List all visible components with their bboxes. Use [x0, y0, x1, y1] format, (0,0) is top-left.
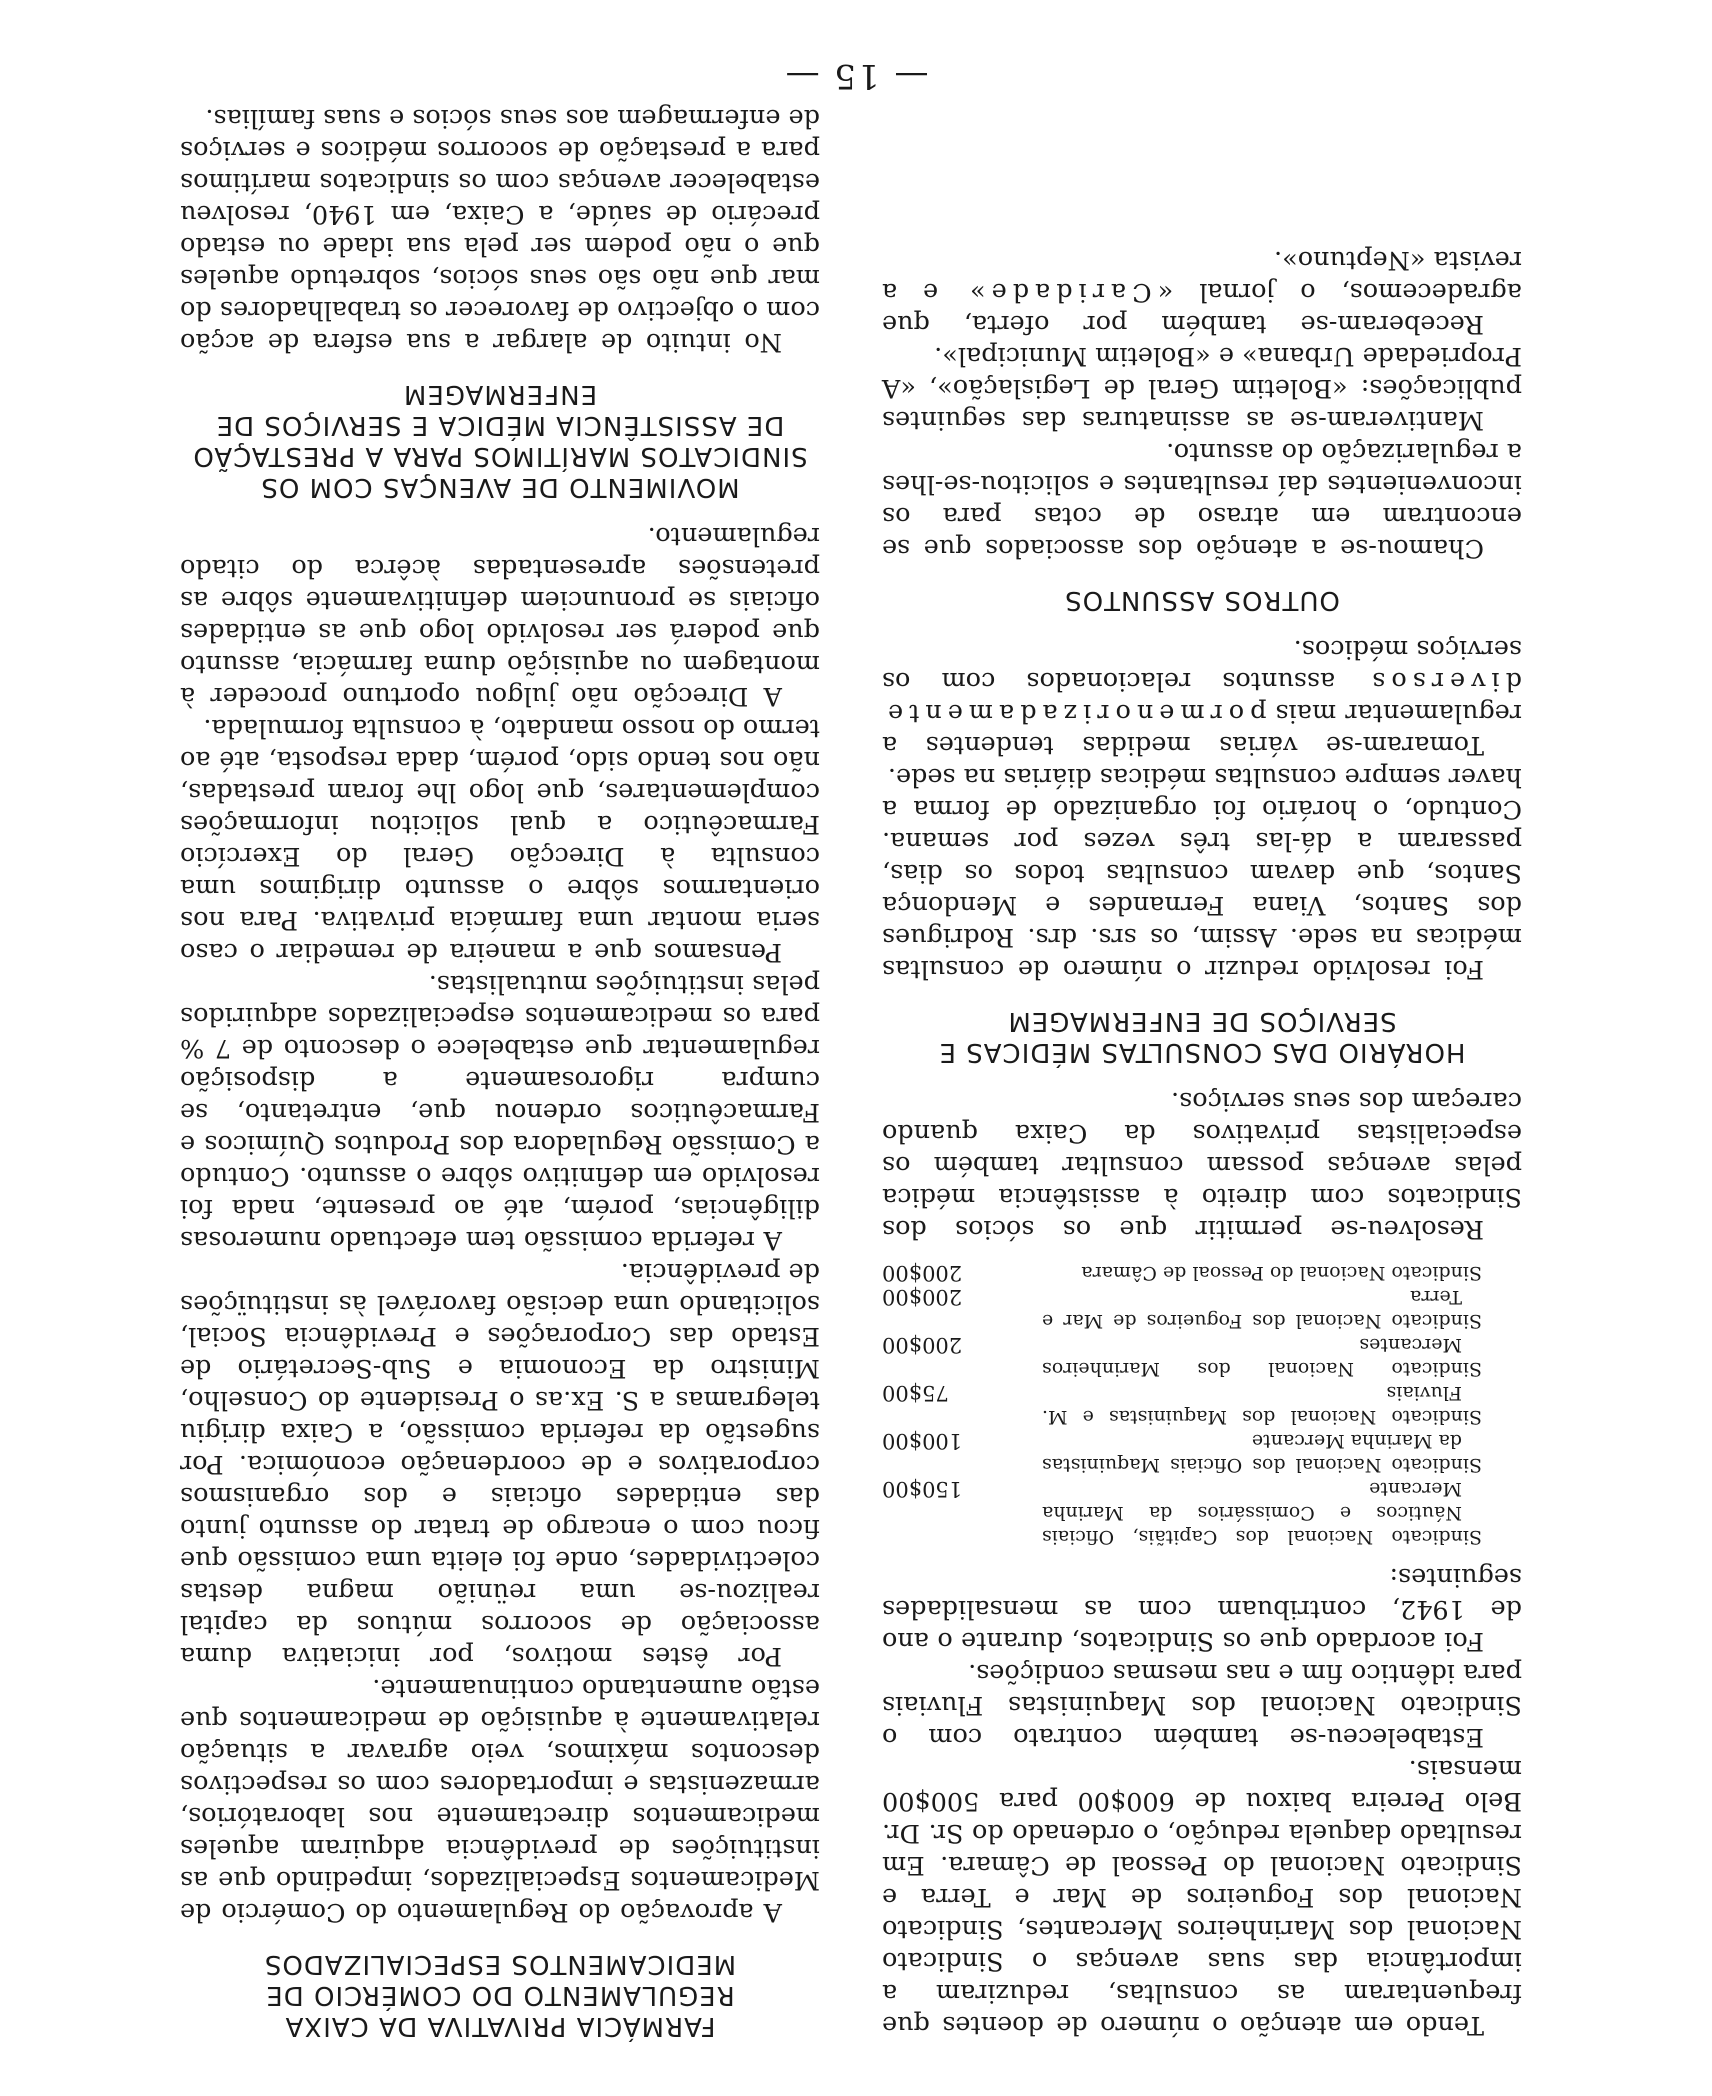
syndicate-name: Sindicato Nacional do Pessoal de Câmara [1081, 1262, 1482, 1284]
syndicate-amount: 200$00 [882, 1261, 963, 1285]
paragraph: Foi acordado que os Sindicatos, durante o ano de 1942, contribuam com as mensalidades seguintes: [882, 1562, 1522, 1656]
text-run: assuntos relacionados com os serviços médicos. [881, 634, 1522, 696]
paragraph: Resolveu-se permitir que os sócios dos Sindicatos com direito à assistência médica pelas avenças possam consultar também os especialistas privativos da Caixa quando careçam dos seus serviços. [882, 1086, 1522, 1244]
syndicate-name: Sindicato Nacional dos Maquinistas e M. Fluviais [1042, 1382, 1482, 1428]
table-row [882, 1429, 1522, 1477]
paragraph: A referida comissão tem efectuado numerosas diligências, porém, até ao presente, nada foi resolvido em definitivo sôbre o assunto. Contudo a Comissão Reguladora dos Produtos Químicos e Farmacêuticos ordenou que, entretanto, se cumpra rigorosamente a disposição regulamentar que estabelece o desconto de 7 % para os medicamentos especializados adquiridos pelas instituições mutualistas. [180, 969, 820, 1255]
paragraph: Foi resolvido reduzir o número de consultas médicas na sede. Assim, os srs. drs. Rodrigues dos Santos, Viana Fernandes e Mendonça Santos, que davam consultas todos os dias, passaram a dá-las três vezes por semana. Contudo, o horário foi organizado de forma a haver sempre consultas médicas diárias na sede. [882, 762, 1522, 984]
syndicate-amount: 200$00 [882, 1285, 963, 1309]
left-column [882, 244, 1522, 2041]
right-column [180, 102, 820, 2041]
syndicate-amount: 200$00 [882, 1333, 963, 1357]
text-run-spaced: «Caridade» [964, 277, 1174, 307]
syndicate-amount: 150$00 [882, 1477, 963, 1501]
text-run-spaced: pormenorizadamente diversos [882, 666, 1522, 728]
paragraph [882, 633, 1522, 761]
table-row [882, 1381, 1522, 1429]
syndicate-name: Sindicato Nacional dos Marinheiros Mercantes [1042, 1334, 1482, 1380]
table-row [882, 1477, 1522, 1549]
paragraph: Chamou-se a atenção dos associados que se encontram em atraso de cotas para os inconvenientes daí resultantes e solicitou-se-lhes a regularização do assunto. [882, 437, 1522, 563]
section-heading: MOVIMENTO DE AVENÇAS COM OS SINDICATOS MARÍTIMOS PARA A PRESTAÇÃO DE ASSISTÊNCIA MÉDICA E SERVIÇOS DE ENFERMAGEM [192, 379, 808, 502]
paragraph: Por êstes motivos, por iniciativa duma associação de socorros mútuos da capital realizou-se uma reünião magna destas colectividades, onde foi eleita uma comissão que ficou com o encargo de tratar do assunto junto das entidades oficiais e dos organismos corporativos e de coordenação económica. Por sugestão da referida comissão, a Caixa dirigiu telegramas a S. Ex.as o Presidente do Conselho, Ministro da Economia e Sub-Secretário de Estado das Corporações e Previdência Social, solicitando uma decisão favorável às instituïções de previdência. [180, 1257, 820, 1671]
page-number: — 15 — [783, 56, 929, 96]
paragraph: A Direcção não julgou oportuno proceder à montagem ou aquisição duma farmácia, assunto que poderá ser resolvido logo que as entidades oficiais se pronunciem definitivamente sôbre as pretensões apresentadas àcêrca do citado regulamento. [180, 521, 820, 711]
table-row [882, 1333, 1522, 1381]
paragraph: Mantiveram-se as assinaturas das seguintes publicações: «Boletim Geral de Legislação», «A Propriedade Urbana» e «Boletim Municipal». [882, 341, 1522, 435]
syndicate-amount: 75$00 [882, 1381, 949, 1405]
syndicate-amount: 100$00 [882, 1429, 963, 1453]
paragraph: A aprovação do Regulamento do Comércio de Medicamentos Especializados, impedindo que as instituições de previdência adquiram aqueles medicamentos directamente nos laboratórios, armazenistas e importadores com os respectivos descontos máximos, veio agravar a situação relativamente à aquisição de medicamentos que estão aumentando continuamente. [180, 1673, 820, 1927]
paragraph: Tendo em atenção o número de doentes que frequentaram as consultas, reduziram a importância das suas avenças o Sindicato Nacional dos Marinheiros Mercantes, Sindicato Nacional dos Fogueiros de Mar e Terra e Sindicato Nacional do Pessoal de Câmara. Em resultado daquela redução, o ordenado do Sr. Dr. Belo Pereira baixou de 600$00 para 500$00 mensais. [882, 1754, 1522, 2040]
text-run: Receberam-se também por oferta, que agradecemos, o jornal [882, 277, 1522, 339]
text-run: e a revista «Neptuno». [881, 245, 1522, 307]
syndicate-name: Sindicato Nacional dos Capitãis, Oficiais Náuticos e Comissários da Marinha Mercante [1042, 1478, 1482, 1548]
paragraph: Pensamos que a maneira de remediar o caso seria montar uma farmácia privativa. Para nos orientarmos sôbre o assunto dirigimos uma consulta à Direcção Geral do Exercício Farmacêutico a qual solicitou informações complementares, que logo lhe foram prestadas, não nos tendo sido, porém, dada resposta, até ao termo do nosso mandato, à consulta formulada. [180, 713, 820, 967]
section-heading: OUTROS ASSUNTOS [1064, 585, 1340, 615]
paragraph: Estabeleceu-se também contrato com o Sindicato Nacional dos Maquinistas Fluviais para idêntico fim e nas mesmas condições. [882, 1658, 1522, 1752]
paragraph: No intuito de alargar a sua esfera de acção com o objectivo de favorecer os trabalhadores do mar que não são seus sócios, sobretudo aqueles que o não podem ser pela sua idade ou estado precário de saúde, a Caixa, em 1940, resolveu estabelecer avenças com os sindicatos marítimos para a prestação de socorros médicos e serviços de enfermagem aos seus sócios e suas famílias. [180, 103, 820, 357]
contributions-table [882, 1261, 1522, 1549]
section-heading: FARMÁCIA PRIVATIVA DA CAIXA REGULAMENTO DO COMÉRCIO DE MEDICAMENTOS ESPECIALIZADOS [263, 1949, 737, 2041]
table-row [882, 1285, 1522, 1333]
section-heading: HORÁRIO DAS CONSULTAS MÉDICAS E SERVIÇOS DE ENFERMAGEM [938, 1006, 1466, 1067]
syndicate-name: Sindicato Nacional dos Oficiais Maquinistas da Marinha Mercante [1042, 1430, 1482, 1476]
text-run: Tomaram-se várias medidas tendentes a regulamentar mais [882, 698, 1522, 760]
table-row [882, 1261, 1522, 1285]
paragraph [882, 244, 1522, 340]
syndicate-name: Sindicato Nacional dos Fogueiros de Mar e Terra [1042, 1286, 1482, 1332]
